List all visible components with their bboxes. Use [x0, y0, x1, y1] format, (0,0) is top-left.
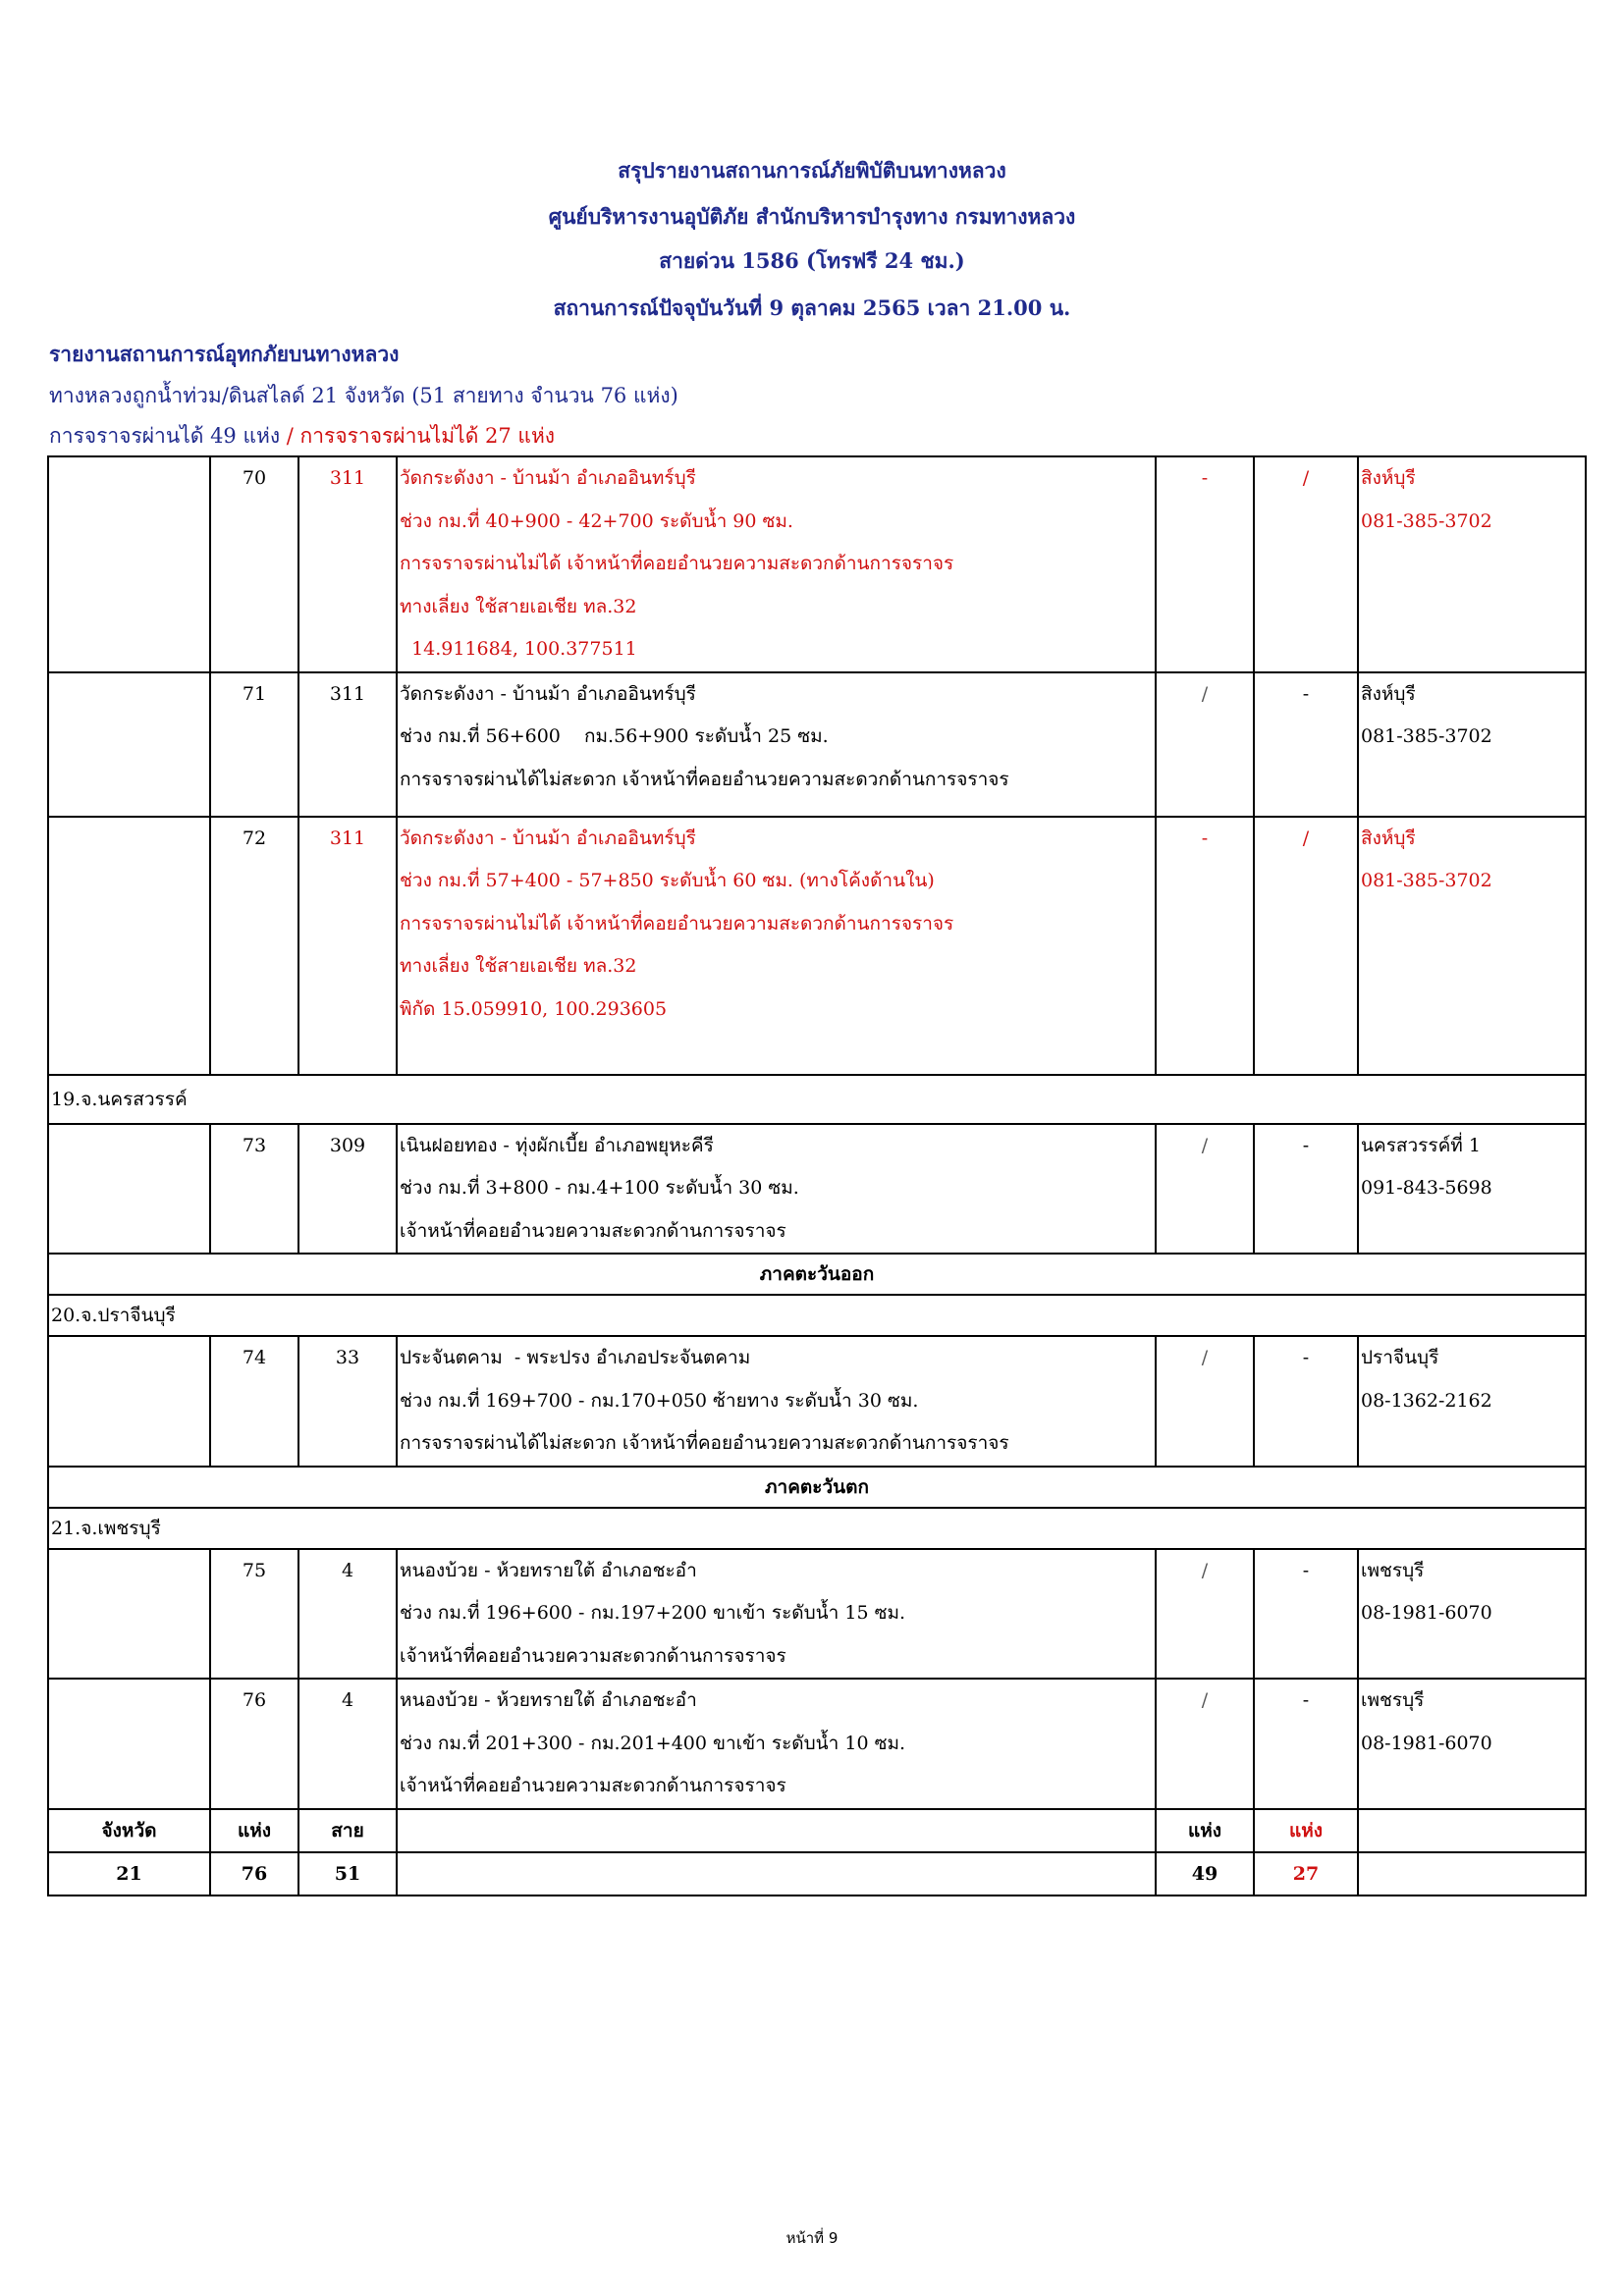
pass-mark: /: [1201, 1347, 1209, 1368]
table-row: [48, 456, 1586, 672]
totals-places-header: แห่ง: [210, 1809, 298, 1852]
section-title: รายงานสถานการณ์อุทกภัยบนทางหลวง: [49, 342, 400, 366]
km-detail: ช่วง กม.ที่ 201+300 - กม.201+400 ขาเข้า ระดับน้ำ 10 ซม.: [400, 1732, 906, 1754]
report-title: สรุปรายงานสถานการณ์ภัยพิบัติบนทางหลวง: [618, 158, 1006, 183]
totals-value-row: [48, 1852, 1586, 1896]
totals-routes-header: สาย: [298, 1809, 397, 1852]
route-number: 4: [341, 1689, 354, 1711]
page-number: หน้าที่ 9: [785, 2229, 839, 2247]
totals-pass-header: แห่ง: [1156, 1809, 1254, 1852]
traffic-summary: [49, 420, 555, 453]
totals-province-header: จังหวัด: [48, 1809, 210, 1852]
row-number: 76: [242, 1689, 267, 1711]
totals-header-row: [48, 1809, 1586, 1852]
location: วัดกระดังงา - บ้านม้า อำเภออินทร์บุรี: [400, 682, 696, 705]
detour: ทางเลี่ยง ใช้สายเอเชีย ทล.32: [400, 595, 637, 617]
row-number: 71: [242, 682, 267, 705]
phone: 091-843-5698: [1361, 1177, 1492, 1199]
table-row: [48, 1336, 1586, 1467]
office: นครสวรรค์ที่ 1: [1361, 1134, 1481, 1156]
nopass-mark: -: [1302, 1134, 1310, 1156]
row-number: 74: [242, 1347, 267, 1368]
pass-mark: /: [1201, 1689, 1209, 1711]
passable-count: การจราจรผ่านได้ 49 แห่ง: [49, 424, 287, 448]
office: สิงห์บุรี: [1361, 827, 1416, 849]
region-row: [48, 1254, 1586, 1295]
row-number: 70: [242, 467, 267, 489]
traffic-status: เจ้าหน้าที่คอยอำนวยความสะดวกด้านการจราจร: [400, 1775, 786, 1796]
office: เพชรบุรี: [1361, 1689, 1425, 1711]
table-row: [48, 1679, 1586, 1809]
pass-mark: -: [1201, 827, 1209, 849]
nopass-mark: -: [1302, 1347, 1310, 1368]
row-number: 72: [242, 827, 267, 849]
location: วัดกระดังงา - บ้านม้า อำเภออินทร์บุรี: [400, 467, 696, 489]
traffic-status: เจ้าหน้าที่คอยอำนวยความสะดวกด้านการจราจร: [400, 1219, 786, 1242]
affected-summary: ทางหลวงถูกน้ำท่วม/ดินสไลด์ 21 จังหวัด (51 สายทาง จำนวน 76 แห่ง): [49, 384, 678, 407]
coordinates: พิกัด 15.059910, 100.293605: [400, 997, 668, 1020]
route-number: 311: [329, 827, 366, 849]
route-number: 33: [335, 1347, 360, 1368]
office: ปราจีนบุรี: [1361, 1347, 1439, 1368]
phone: 08-1981-6070: [1361, 1602, 1492, 1624]
table-row: [48, 1549, 1586, 1680]
table-row: [48, 1124, 1586, 1255]
pass-mark: /: [1201, 1559, 1209, 1581]
hotline: สายด่วน 1586 (โทรฟรี 24 ชม.): [659, 248, 965, 273]
km-detail: ช่วง กม.ที่ 3+800 - กม.4+100 ระดับน้ำ 30 ซม.: [400, 1177, 799, 1199]
region-row: [48, 1467, 1586, 1508]
row-number: 75: [242, 1559, 267, 1581]
location: หนองบ้วย - ห้วยทรายใต้ อำเภอชะอำ: [400, 1559, 697, 1581]
phone: 081-385-3702: [1361, 870, 1492, 891]
pass-mark: /: [1201, 682, 1209, 705]
totals-routes-value: 51: [298, 1852, 397, 1896]
nopass-mark: /: [1302, 827, 1310, 849]
route-number: 4: [341, 1559, 354, 1581]
km-detail: ช่วง กม.ที่ 40+900 - 42+700 ระดับน้ำ 90 ซม.: [400, 509, 793, 532]
traffic-status: การจราจรผ่านไม่ได้ เจ้าหน้าที่คอยอำนวยความสะดวกด้านการจราจร: [400, 553, 954, 574]
traffic-status: การจราจรผ่านไม่ได้ เจ้าหน้าที่คอยอำนวยความสะดวกด้านการจราจร: [400, 912, 954, 934]
region-label: ภาคตะวันออก: [48, 1254, 1586, 1295]
detour: ทางเลี่ยง ใช้สายเอเชีย ทล.32: [400, 955, 637, 977]
traffic-status: เจ้าหน้าที่คอยอำนวยความสะดวกด้านการจราจร: [400, 1644, 786, 1667]
nopass-mark: /: [1302, 467, 1310, 489]
totals-places-value: 76: [210, 1852, 298, 1896]
phone: 081-385-3702: [1361, 725, 1492, 747]
office: สิงห์บุรี: [1361, 467, 1416, 489]
agency-name: ศูนย์บริหารงานอุบัติภัย สำนักบริหารบำรุงทาง กรมทางหลวง: [548, 204, 1076, 229]
province-row: [48, 1508, 1586, 1549]
coordinates: 14.911684, 100.377511: [400, 638, 637, 660]
phone: 081-385-3702: [1361, 509, 1492, 532]
totals-nopass-value: 27: [1254, 1852, 1358, 1896]
province-label: 21.จ.เพชรบุรี: [48, 1508, 1586, 1549]
km-detail: ช่วง กม.ที่ 57+400 - 57+850 ระดับน้ำ 60 ซม. (ทางโค้งด้านใน): [400, 870, 935, 891]
km-detail: ช่วง กม.ที่ 56+600 กม.56+900 ระดับน้ำ 25 ซม.: [400, 725, 829, 747]
province-row: [48, 1075, 1586, 1124]
route-number: 311: [329, 682, 366, 705]
route-number: 309: [329, 1134, 366, 1156]
table-row: [48, 817, 1586, 1075]
table-row: [48, 672, 1586, 817]
province-row: [48, 1295, 1586, 1336]
traffic-status: การจราจรผ่านได้ไม่สะดวก เจ้าหน้าที่คอยอำนวยความสะดวกด้านการจราจร: [400, 768, 1009, 790]
nopass-mark: -: [1302, 682, 1310, 705]
pass-mark: /: [1201, 1134, 1209, 1156]
row-number: 73: [242, 1134, 267, 1156]
flood-table: [47, 455, 1587, 1896]
province-label: 20.จ.ปราจีนบุรี: [48, 1295, 1586, 1336]
totals-pass-value: 49: [1156, 1852, 1254, 1896]
phone: 08-1362-2162: [1361, 1389, 1492, 1412]
traffic-status: การจราจรผ่านได้ไม่สะดวก เจ้าหน้าที่คอยอำนวยความสะดวกด้านการจราจร: [400, 1432, 1009, 1454]
impassable-count: / การจราจรผ่านไม่ได้ 27 แห่ง: [286, 424, 556, 448]
pass-mark: -: [1201, 467, 1209, 489]
route-number: 311: [329, 467, 366, 489]
region-label: ภาคตะวันตก: [48, 1467, 1586, 1508]
report-datetime: สถานการณ์ปัจจุบันวันที่ 9 ตุลาคม 2565 เวลา 21.00 น.: [553, 295, 1071, 320]
nopass-mark: -: [1302, 1689, 1310, 1711]
totals-province-value: 21: [48, 1852, 210, 1896]
location: วัดกระดังงา - บ้านม้า อำเภออินทร์บุรี: [400, 827, 696, 849]
km-detail: ช่วง กม.ที่ 169+700 - กม.170+050 ซ้ายทาง ระดับน้ำ 30 ซม.: [400, 1389, 919, 1412]
nopass-mark: -: [1302, 1559, 1310, 1581]
km-detail: ช่วง กม.ที่ 196+600 - กม.197+200 ขาเข้า ระดับน้ำ 15 ซม.: [400, 1602, 906, 1624]
location: เนินฝอยทอง - ทุ่งผักเบี้ย อำเภอพยุหะคีรี: [400, 1134, 714, 1156]
office: สิงห์บุรี: [1361, 682, 1416, 705]
location: ประจันตคาม - พระปรง อำเภอประจันตคาม: [400, 1347, 751, 1368]
province-label: 19.จ.นครสวรรค์: [48, 1075, 1586, 1124]
office: เพชรบุรี: [1361, 1559, 1425, 1581]
totals-nopass-header: แห่ง: [1254, 1809, 1358, 1852]
phone: 08-1981-6070: [1361, 1732, 1492, 1754]
location: หนองบ้วย - ห้วยทรายใต้ อำเภอชะอำ: [400, 1689, 697, 1711]
